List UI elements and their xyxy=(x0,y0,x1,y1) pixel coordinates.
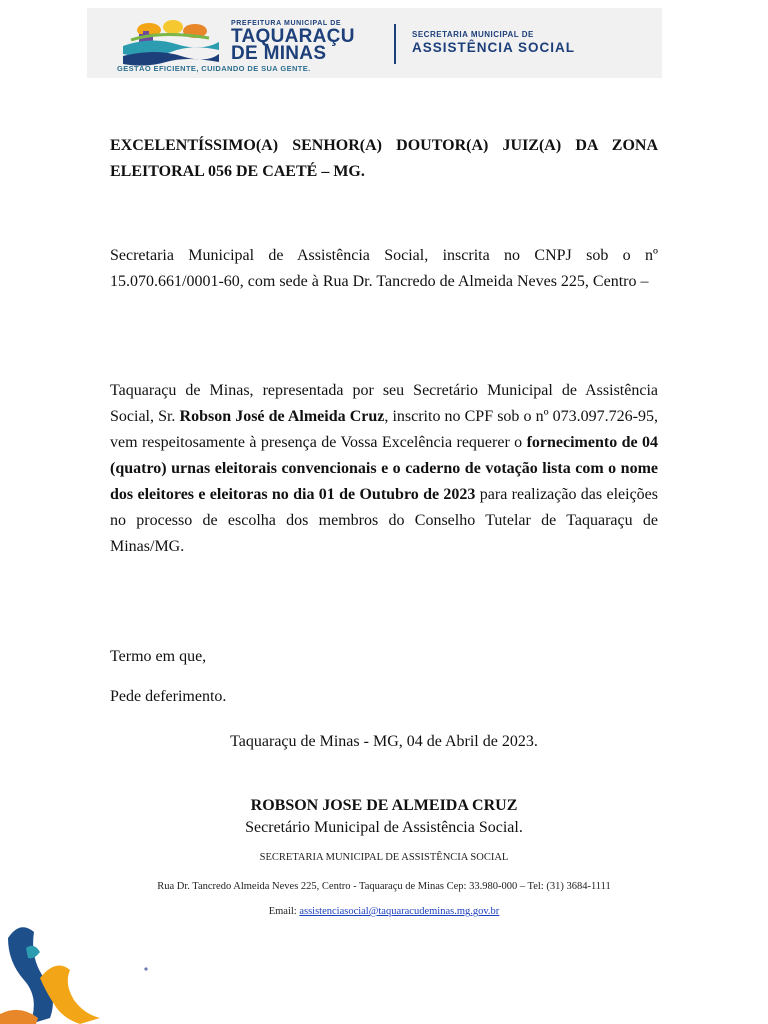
email-link[interactable]: assistenciasocial@taquaracudeminas.mg.gov.br xyxy=(299,906,500,917)
signatory-role: Secretário Municipal de Assistência Social. xyxy=(245,819,523,836)
closing-line-1: Termo em que, xyxy=(110,648,207,665)
signatory-name: ROBSON JOSE DE ALMEIDA CRUZ xyxy=(250,797,518,814)
prefeitura-label: PREFEITURA MUNICIPAL DE xyxy=(231,20,342,27)
secretaria-name: ASSISTÊNCIA SOCIAL xyxy=(412,40,576,55)
paragraph-identification: Secretaria Municipal de Assistência Social, inscrita no CNPJ sob o nº 15.070.661/0001-60, com sede à Rua Dr. Tancredo de Almeida Neves 225, Centro – xyxy=(110,247,658,290)
addressee: EXCELENTÍSSIMO(A) SENHOR(A) DOUTOR(A) JUIZ(A) DA ZONA ELEITORAL 056 DE CAETÉ – MG. xyxy=(110,137,658,180)
request-text-a: Taquaraçu de Minas, representada por seu Secretário Municipal de Assistência Social, Sr. xyxy=(110,382,658,425)
request-object: fornecimento de 04 (quatro) urnas eleitorais convencionais e o caderno de votação lista com o nome dos eleitores e eleitoras no dia 01 de Outubro de 2023 xyxy=(110,434,659,503)
footer-org: SECRETARIA MUNICIPAL DE ASSISTÊNCIA SOCIAL xyxy=(259,852,509,863)
decorative-swoosh-icon xyxy=(0,918,160,1024)
email-label: Email: xyxy=(268,906,297,917)
footer-address: Rua Dr. Tancredo Almeida Neves 225, Centro - Taquaraçu de Minas Cep: 33.980-000 – Tel: (31) 3684-1111 xyxy=(157,881,611,892)
footer-email xyxy=(80,906,688,917)
city-name-line1: TAQUARAÇU xyxy=(231,26,355,47)
city-logo-icon xyxy=(121,18,221,68)
paragraph-request xyxy=(110,378,658,560)
place-date: Taquaraçu de Minas - MG, 04 de Abril de 2023. xyxy=(230,733,538,750)
closing-line-2: Pede deferimento. xyxy=(110,688,227,705)
secretaria-label: SECRETARIA MUNICIPAL DE xyxy=(412,30,534,39)
request-text-b: , inscrito no CPF sob o nº 073.097.726-95, vem respeitosamente à presença de Vossa Excelência requerer o xyxy=(110,408,658,451)
city-name-line2: DE MINAS xyxy=(231,43,327,64)
header-divider xyxy=(394,24,396,64)
secretary-name-inline: Robson José de Almeida Cruz xyxy=(179,408,385,425)
request-text-c: para realização das eleições no processo de escolha dos membros do Conselho Tutelar de Taquaraçu de Minas/MG. xyxy=(110,486,658,555)
letterhead xyxy=(87,8,662,78)
slogan: GESTÃO EFICIENTE, CUIDANDO DE SUA GENTE. xyxy=(117,64,311,73)
